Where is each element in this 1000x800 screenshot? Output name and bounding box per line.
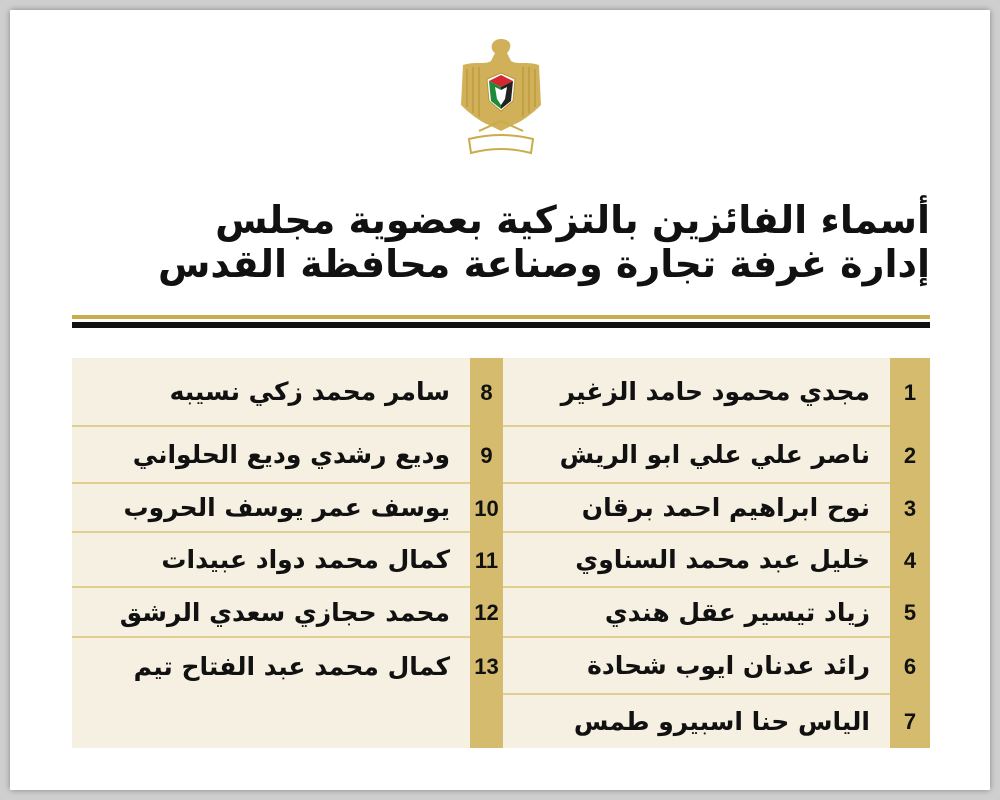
- winner-name: كمال محمد عبد الفتاح تيم: [133, 652, 450, 681]
- winner-number: 10: [474, 495, 499, 521]
- winner-row: [72, 484, 470, 533]
- winner-name: مجدي محمود حامد الزغير: [560, 377, 870, 406]
- title-line-1: أسماء الفائزين بالتزكية بعضوية مجلس: [215, 198, 930, 242]
- winner-name: محمد حجازي سعدي الرشق: [119, 597, 450, 627]
- winner-row: [503, 638, 890, 695]
- title-line-2: إدارة غرفة تجارة وصناعة محافظة القدس: [157, 242, 930, 286]
- winner-row: [503, 695, 890, 748]
- winner-name: نوح ابراهيم احمد برقان: [581, 493, 870, 522]
- black-divider: [72, 322, 930, 328]
- winner-row: [503, 533, 890, 588]
- winner-name: وديع رشدي وديع الحلواني: [132, 440, 450, 469]
- winner-name: يوسف عمر يوسف الحروب: [123, 493, 450, 522]
- winner-number: 6: [903, 653, 917, 679]
- winner-row: [503, 358, 890, 427]
- winner-number: 7: [903, 708, 917, 734]
- winner-number: 3: [903, 495, 917, 521]
- winner-number: 5: [903, 600, 917, 625]
- winner-name: ناصر علي علي ابو الريش: [559, 440, 870, 469]
- winner-name: الياس حنا اسبيرو طمس: [573, 707, 870, 736]
- winner-row: [72, 588, 470, 638]
- winner-name: رائد عدنان ايوب شحادة: [587, 651, 870, 680]
- winner-number: 1: [903, 379, 917, 405]
- winner-number: 9: [480, 442, 493, 468]
- page-title: [70, 198, 930, 286]
- winner-number: 8: [480, 379, 493, 405]
- winner-row: [72, 533, 470, 588]
- winner-name: خليل عبد محمد السناوي: [575, 545, 870, 574]
- winner-number: 4: [903, 547, 917, 573]
- winner-row: [72, 638, 470, 695]
- winner-row: [72, 427, 470, 484]
- winner-row: [503, 588, 890, 638]
- winner-number: 11: [474, 547, 499, 573]
- winner-number: 12: [474, 600, 499, 625]
- winner-name: زياد تيسير عقل هندي: [604, 597, 870, 627]
- gold-divider: [72, 315, 930, 319]
- palestine-eagle-emblem-icon: [455, 35, 547, 160]
- winner-row: [72, 358, 470, 427]
- winner-number: 13: [474, 653, 499, 679]
- winner-name: سامر محمد زكي نسيبه: [169, 377, 450, 406]
- winner-number: 2: [903, 442, 917, 468]
- winner-row: [503, 427, 890, 484]
- winner-row: [503, 484, 890, 533]
- winner-name: كمال محمد دواد عبيدات: [161, 545, 450, 574]
